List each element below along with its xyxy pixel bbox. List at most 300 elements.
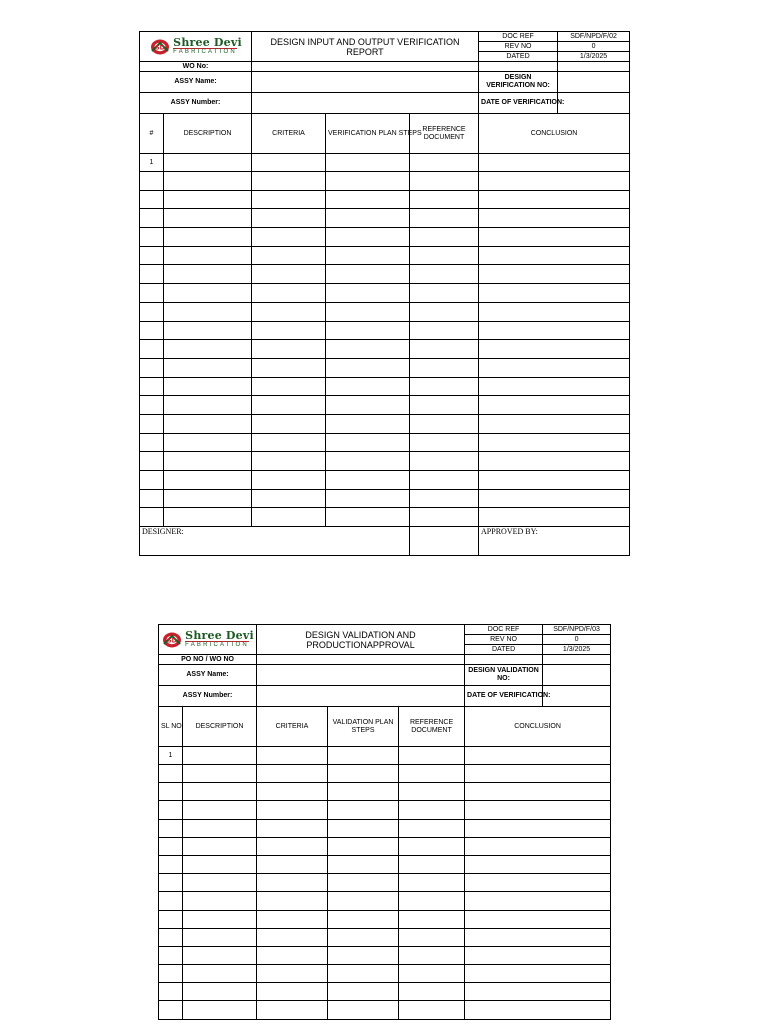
table-cell[interactable] [164,358,252,377]
row-number-cell[interactable] [159,819,183,837]
design-verification-no-label: DESIGN VERIFICATION NO: [479,72,558,93]
table-cell[interactable] [257,892,328,910]
brand-name: Shree Devi [173,36,242,49]
designer-signature-field[interactable]: DESIGNER: [140,527,410,556]
rev-no-label: REV NO [479,42,558,52]
row-number-cell[interactable] [140,396,164,415]
brand-subtitle: FABRICATION [173,49,237,55]
table-cell[interactable] [183,928,257,946]
row-number-cell[interactable] [140,489,164,508]
row-number-cell[interactable] [140,228,164,247]
table-cell[interactable] [257,747,328,765]
blank-cell [465,655,543,665]
table-cell[interactable] [183,946,257,964]
table-cell[interactable] [465,783,611,801]
table-cell[interactable] [399,928,465,946]
table-cell[interactable] [326,471,410,490]
row-number-cell[interactable] [159,801,183,819]
table-cell[interactable] [326,321,410,340]
table-cell[interactable] [399,892,465,910]
table-cell[interactable] [326,154,410,172]
table-row [159,1001,611,1019]
design-verification-no-field[interactable] [558,72,630,93]
table-cell[interactable] [252,265,326,284]
table-cell[interactable] [410,172,479,191]
assy-number-label: ASSY Number: [140,93,252,114]
table-cell[interactable] [326,190,410,209]
row-number-cell[interactable] [140,246,164,265]
table-cell[interactable] [479,508,630,527]
table-cell[interactable] [257,874,328,892]
table-cell[interactable] [465,765,611,783]
row-number-cell[interactable] [159,928,183,946]
table-cell[interactable] [252,471,326,490]
table-cell[interactable] [183,1001,257,1019]
table-cell[interactable] [252,284,326,303]
dated-label: DATED [479,52,558,62]
table-cell[interactable] [399,910,465,928]
table-cell[interactable] [164,396,252,415]
table-cell[interactable] [465,983,611,1001]
table-cell[interactable] [164,321,252,340]
company-logo [159,625,257,655]
table-cell[interactable] [479,302,630,321]
table-cell[interactable] [410,246,479,265]
table-cell[interactable] [328,910,399,928]
col-header-reference-document: REFERENCE DOCUMENT [410,114,479,154]
table-cell[interactable] [465,855,611,873]
table-cell[interactable] [252,172,326,191]
table-row [140,302,630,321]
table-row [159,928,611,946]
table-cell[interactable] [252,228,326,247]
table-cell[interactable] [164,209,252,228]
table-cell[interactable] [328,1001,399,1019]
col-header-sl-no: SL NO [159,707,183,747]
table-cell[interactable] [252,190,326,209]
table-cell[interactable] [410,321,479,340]
table-row [140,284,630,303]
validation-approval-table [158,624,611,1020]
row-number-cell[interactable] [159,874,183,892]
form-title: DESIGN INPUT AND OUTPUT VERIFICATION REPORT [252,32,479,62]
table-cell[interactable] [465,1001,611,1019]
table-cell[interactable] [257,983,328,1001]
table-cell[interactable] [410,414,479,433]
table-cell[interactable] [164,414,252,433]
table-cell[interactable] [183,747,257,765]
table-cell[interactable] [164,172,252,191]
table-cell[interactable] [410,209,479,228]
table-cell[interactable] [479,190,630,209]
table-cell[interactable] [328,983,399,1001]
table-cell[interactable] [465,928,611,946]
table-cell[interactable] [410,302,479,321]
table-row [159,965,611,983]
row-number-cell[interactable] [140,452,164,471]
row-number-cell[interactable] [140,209,164,228]
col-header-conclusion: CONCLUSION [479,114,630,154]
table-cell[interactable] [164,377,252,396]
col-header-reference-document: REFERENCE DOCUMENT [399,707,465,747]
table-cell[interactable] [183,965,257,983]
table-cell[interactable] [399,946,465,964]
table-cell[interactable] [410,284,479,303]
table-cell[interactable] [465,837,611,855]
table-cell[interactable] [465,747,611,765]
col-header-number: # [140,114,164,154]
table-cell[interactable] [252,302,326,321]
assy-name-label: ASSY Name: [159,665,257,686]
table-cell[interactable] [410,358,479,377]
table-cell[interactable] [183,910,257,928]
date-of-verification-field[interactable] [558,93,630,114]
table-cell[interactable] [479,452,630,471]
row-number-cell[interactable]: 1 [159,747,183,765]
table-row [140,209,630,228]
table-cell[interactable] [252,433,326,452]
row-number-cell[interactable] [159,1001,183,1019]
table-cell[interactable] [465,874,611,892]
table-cell[interactable] [326,284,410,303]
table-cell[interactable] [328,855,399,873]
row-number-cell[interactable] [159,837,183,855]
table-cell[interactable] [479,246,630,265]
row-number-cell[interactable] [140,265,164,284]
table-cell[interactable] [257,910,328,928]
table-cell[interactable] [252,358,326,377]
table-cell[interactable] [328,965,399,983]
svg-text:SD: SD [155,44,165,51]
table-cell[interactable] [399,837,465,855]
brand-subtitle: FABRICATION [185,642,249,648]
col-header-conclusion: CONCLUSION [465,707,611,747]
table-cell[interactable] [479,471,630,490]
assy-name-field[interactable] [252,72,479,93]
table-row [140,358,630,377]
table-cell[interactable] [326,340,410,359]
col-header-criteria: CRITERIA [257,707,328,747]
table-cell[interactable] [252,340,326,359]
doc-ref-value: SDF/NPD/F/02 [558,32,630,42]
table-cell[interactable] [326,414,410,433]
table-cell[interactable] [183,783,257,801]
table-cell[interactable] [410,190,479,209]
table-cell[interactable] [257,855,328,873]
table-row [140,471,630,490]
table-cell[interactable] [326,377,410,396]
table-cell[interactable] [326,452,410,471]
table-row [159,765,611,783]
table-row [159,855,611,873]
table-row [140,489,630,508]
row-number-cell[interactable] [140,471,164,490]
table-row [140,246,630,265]
table-cell[interactable] [257,946,328,964]
table-cell[interactable] [326,396,410,415]
design-validation-no-field[interactable] [543,665,611,686]
table-row [159,819,611,837]
table-row [140,265,630,284]
table-cell[interactable] [252,452,326,471]
table-cell[interactable] [465,946,611,964]
table-row [159,837,611,855]
table-cell[interactable] [164,433,252,452]
table-cell[interactable] [183,801,257,819]
table-cell[interactable] [252,489,326,508]
table-cell[interactable] [399,874,465,892]
table-cell[interactable] [183,819,257,837]
doc-ref-value: SDF/NPD/F/03 [543,625,611,635]
table-cell[interactable] [183,855,257,873]
row-number-cell[interactable] [140,508,164,527]
table-cell[interactable] [326,302,410,321]
table-cell[interactable] [399,983,465,1001]
date-of-verification-field[interactable] [543,686,611,707]
table-cell[interactable] [465,801,611,819]
table-cell[interactable] [252,154,326,172]
sd-emblem-icon [161,631,183,649]
table-row [140,321,630,340]
table-cell[interactable] [479,396,630,415]
table-cell[interactable] [328,819,399,837]
row-number-cell[interactable] [159,965,183,983]
row-number-cell[interactable] [140,340,164,359]
row-number-cell[interactable] [159,946,183,964]
table-row [159,747,611,765]
table-cell[interactable] [326,228,410,247]
table-cell[interactable] [328,747,399,765]
table-cell[interactable] [410,154,479,172]
col-header-validation-plan-steps: VALIDATION PLAN STEPS [328,707,399,747]
rev-no-value: 0 [558,42,630,52]
table-cell[interactable] [326,209,410,228]
table-row [159,874,611,892]
table-cell[interactable] [164,228,252,247]
row-number-cell[interactable] [140,433,164,452]
table-cell[interactable] [479,154,630,172]
table-cell[interactable] [164,452,252,471]
table-cell[interactable] [257,783,328,801]
table-cell[interactable] [326,265,410,284]
table-cell[interactable] [479,321,630,340]
table-cell[interactable] [399,965,465,983]
table-cell[interactable] [257,965,328,983]
col-header-verification-plan-steps: VERIFICATION PLAN STEPS [326,114,410,154]
table-cell[interactable] [183,983,257,1001]
table-cell[interactable] [465,965,611,983]
col-header-description: DESCRIPTION [164,114,252,154]
table-cell[interactable] [257,801,328,819]
table-cell[interactable] [410,489,479,508]
blank-cell [543,655,611,665]
table-cell[interactable] [257,765,328,783]
row-number-cell[interactable]: 1 [140,154,164,172]
wo-no-field[interactable] [252,62,479,72]
table-cell[interactable] [257,819,328,837]
table-cell[interactable] [326,358,410,377]
row-number-cell[interactable] [140,190,164,209]
row-number-cell[interactable] [159,765,183,783]
row-number-cell[interactable] [159,783,183,801]
table-cell[interactable] [479,209,630,228]
table-cell[interactable] [479,340,630,359]
approved-by-signature-field[interactable]: APPROVED BY: [479,527,630,556]
table-cell[interactable] [252,396,326,415]
table-cell[interactable] [328,801,399,819]
table-cell[interactable] [465,892,611,910]
table-row [140,508,630,527]
verification-report-table [139,31,630,556]
table-row [140,340,630,359]
table-cell[interactable] [399,783,465,801]
rev-no-value: 0 [543,635,611,645]
table-cell[interactable] [164,302,252,321]
design-validation-no-label: DESIGN VALIDATION NO: [465,665,543,686]
table-row [140,190,630,209]
table-cell[interactable] [252,414,326,433]
table-cell[interactable] [326,489,410,508]
row-number-cell[interactable] [140,358,164,377]
table-cell[interactable] [410,228,479,247]
table-cell[interactable] [410,433,479,452]
row-number-cell[interactable] [140,377,164,396]
col-header-criteria: CRITERIA [252,114,326,154]
row-number-cell[interactable] [140,302,164,321]
table-cell[interactable] [326,246,410,265]
table-cell[interactable] [465,819,611,837]
assy-name-field[interactable] [257,665,465,686]
doc-ref-label: DOC REF [479,32,558,42]
table-cell[interactable] [410,452,479,471]
table-cell[interactable] [479,284,630,303]
table-cell[interactable] [164,471,252,490]
table-cell[interactable] [257,837,328,855]
table-cell[interactable] [410,396,479,415]
table-cell[interactable] [410,508,479,527]
doc-ref-label: DOC REF [465,625,543,635]
table-row [140,377,630,396]
table-cell[interactable] [479,433,630,452]
table-cell[interactable] [479,377,630,396]
row-number-cell[interactable] [159,910,183,928]
table-cell[interactable] [479,228,630,247]
rev-no-label: REV NO [465,635,543,645]
row-number-cell[interactable] [140,321,164,340]
date-of-verification-label: DATE OF VERIFICATION: [465,686,543,707]
po-wo-no-label: PO NO / WO NO [159,655,257,665]
table-cell[interactable] [164,265,252,284]
table-row [140,452,630,471]
table-cell[interactable] [326,508,410,527]
table-row [140,414,630,433]
assy-number-label: ASSY Number: [159,686,257,707]
table-cell[interactable] [479,414,630,433]
table-cell[interactable] [257,928,328,946]
row-number-cell[interactable] [159,855,183,873]
table-cell[interactable] [326,433,410,452]
table-cell[interactable] [252,321,326,340]
table-cell[interactable] [183,765,257,783]
table-cell[interactable] [183,874,257,892]
table-cell[interactable] [328,874,399,892]
table-cell[interactable] [399,855,465,873]
table-cell[interactable] [479,358,630,377]
table-row [140,433,630,452]
po-wo-no-field[interactable] [257,655,465,665]
table-row [159,801,611,819]
table-cell[interactable] [328,892,399,910]
table-row [140,154,630,172]
table-cell[interactable] [164,508,252,527]
wo-no-label: WO No: [140,62,252,72]
table-cell[interactable] [252,209,326,228]
table-cell[interactable] [164,284,252,303]
table-cell[interactable] [328,946,399,964]
table-cell[interactable] [399,801,465,819]
assy-number-field[interactable] [257,686,465,707]
table-cell[interactable] [252,508,326,527]
table-cell[interactable] [410,377,479,396]
table-cell[interactable] [410,265,479,284]
table-cell[interactable] [328,765,399,783]
blank-cell [410,527,479,556]
table-cell[interactable] [326,172,410,191]
table-cell[interactable] [252,377,326,396]
assy-number-field[interactable] [252,93,479,114]
table-row [159,892,611,910]
table-cell[interactable] [164,246,252,265]
table-row [140,172,630,191]
table-cell[interactable] [410,340,479,359]
row-number-cell[interactable] [159,983,183,1001]
table-cell[interactable] [164,154,252,172]
table-cell[interactable] [399,819,465,837]
table-cell[interactable] [183,892,257,910]
table-cell[interactable] [257,1001,328,1019]
blank-cell [558,62,630,72]
brand-name: Shree Devi [185,629,254,642]
row-number-cell[interactable] [140,284,164,303]
table-cell[interactable] [183,837,257,855]
table-cell[interactable] [399,747,465,765]
svg-text:SD: SD [167,637,177,644]
table-cell[interactable] [399,765,465,783]
row-number-cell[interactable] [140,414,164,433]
table-row [159,910,611,928]
table-cell[interactable] [479,172,630,191]
assy-name-label: ASSY Name: [140,72,252,93]
table-cell[interactable] [328,928,399,946]
date-of-verification-label: DATE OF VERIFICATION: [479,93,558,114]
table-cell[interactable] [479,265,630,284]
table-cell[interactable] [164,340,252,359]
row-number-cell[interactable] [140,172,164,191]
table-cell[interactable] [328,837,399,855]
dated-value: 1/3/2025 [543,645,611,655]
table-cell[interactable] [479,489,630,508]
table-cell[interactable] [164,190,252,209]
col-header-description: DESCRIPTION [183,707,257,747]
table-cell[interactable] [328,783,399,801]
table-cell[interactable] [164,489,252,508]
table-cell[interactable] [399,1001,465,1019]
table-cell[interactable] [465,910,611,928]
table-cell[interactable] [410,471,479,490]
table-cell[interactable] [252,246,326,265]
row-number-cell[interactable] [159,892,183,910]
validation-approval-form [158,624,611,1020]
